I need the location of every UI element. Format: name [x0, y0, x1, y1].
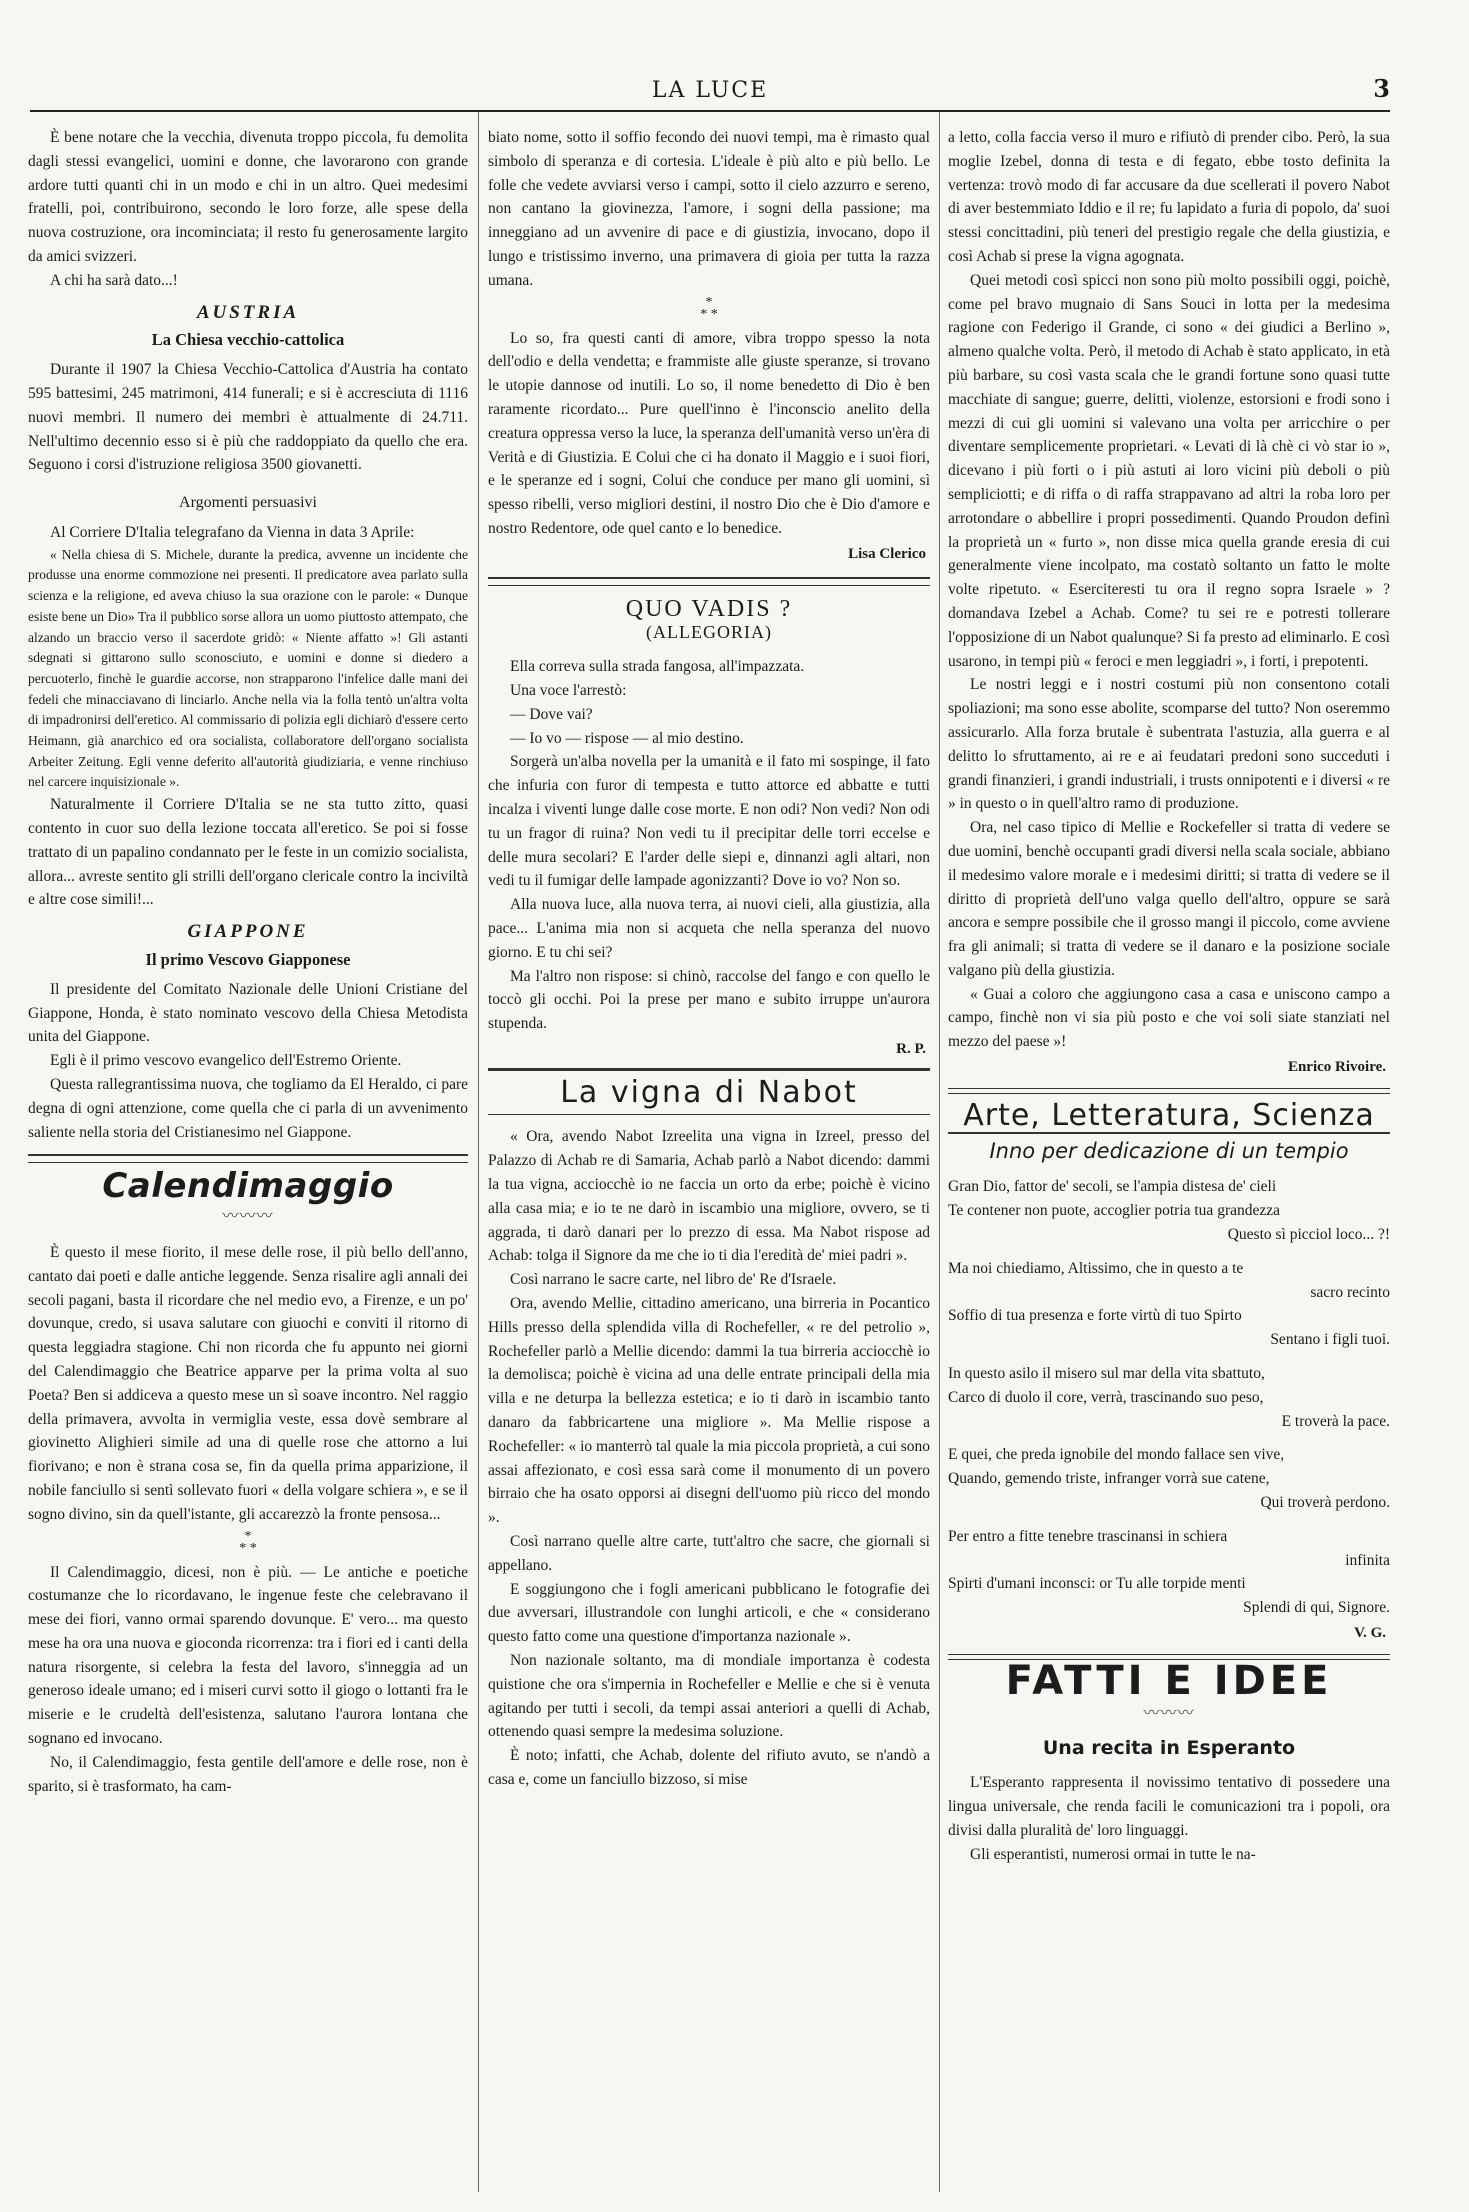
article-title-vigna: La vigna di Nabot [488, 1068, 930, 1116]
dialogue-line: Ella correva sulla strada fangosa, all'impazzata. [510, 658, 805, 676]
author-signature: Enrico Rivoire. [1287, 1059, 1386, 1076]
article-title-calendimaggio: Calendimaggio [102, 1166, 394, 1207]
quoted-report: « Nella chiesa di S. Michele, durante la predica, avvenne un incidente che produsse una enorme commozione nei presenti. Il predicatore avea parlato sulla scienza e la religione, ed aveva chiuso la sua orazione con le parole: « Dunque esiste bene un Dio» Tra il pubblico sorse allora un uomo piuttosto attempato, che alzando un braccio verso il sacerdote gridò: « Niente affatto »! Gli astanti sdegnati si gittarono sullo sconosciuto, e uomini e donne si diedero a percuoterlo, finchè le guardie accorse, non strapparono l'infelice dalle mani dei fedeli che minacciavano di linciarlo. Anche nella via la folla tentò un'altra volta di impadronirsi dell'eretico. Al commissario di polizia egli dichiarò d'essere certo Heimann, già anarchico ed ora socialista, collaboratore dell'organo socialista Arbeiter Zeitung. Egli venne deferito all'autorità giudiziaria, e venne rinchiuso nel carcere inquisizionale ». [28, 546, 468, 790]
verse-line: Gran Dio, fattor de' secoli, se l'ampia distesa de' cieli [948, 1178, 1277, 1196]
paragraph: Così narrano le sacre carte, nel libro de' Re d'Israele. [510, 1271, 837, 1289]
verse-line: Ma noi chiediamo, Altissimo, che in questo a te [948, 1259, 1244, 1277]
paragraph: È bene notare che la vecchia, divenuta troppo piccola, fu demolita dagli stessi evangelici, uomini e donne, che lavorarono con grande ardore tutti quanti chi in un modo e chi in un altro. Quei medesimi fratelli, poi, contribuirono, secondo le loro forze, alle spese della nuova costruzione, ora incominciata; il resto fu generosamente largito da amici svizzeri. [28, 129, 468, 265]
paragraph: Durante il 1907 la Chiesa Vecchio-Cattolica d'Austria ha contato 595 battesimi, 245 matrimoni, 414 funerali; e si è accresciuta di 1116 nuovi membri. Il numero dei membri è attualmente di 24.711. Nell'ultimo decennio esso si è più che raddoppiato da quello che era. Seguono i corsi d'istruzione religiosa 3500 giovanetti. [28, 361, 468, 474]
column-3 [948, 126, 1390, 2186]
ornament: 〰〰〰 [1143, 1704, 1195, 1722]
verse-line: sacro recinto [1310, 1283, 1390, 1301]
author-signature: V. G. [1354, 1625, 1386, 1642]
section-heading-giappone: GIAPPONE [187, 921, 309, 943]
paragraph: a letto, colla faccia verso il muro e rifiutò di prender cibo. Però, la sua moglie Izebel, donna di testa e di fegato, ebbe tosto definita la vertenza: trovò modo di far accusare da due scellerati il povero Nabot di aver bestemmiato Iddio e il re; fu lapidato a furia di popolo, da' suoi stessi concittadini, più teneri del prestigio regale che della giustizia, e così Achab si prese la vigna agognata. [948, 129, 1390, 265]
paragraph: Le nostri leggi e i nostri costumi più non consentono cotali spoliazioni; ma sono esse abolite, scomparse del tutto? Non oseremmo assicurarlo. Alla forza brutale è subentrata l'astuzia, alla guerra e al delitto lo sfruttamento, ai re e ai feudatari predoni sono succeduti i grandi finanzieri, i grandi industriali, i trusts onnipotenti e i diversi « re » in questo o in quell'altro ramo di produzione. [948, 676, 1390, 813]
newspaper-title: LA LUCE [651, 78, 769, 103]
paragraph: Il Calendimaggio, dicesi, non è più. — Le antiche e poetiche costumanze che lo ricordavano, le ingenue feste che celebravano il mese dei fiori, vanno ormai sparendo dovunque. E' vero... ma questo mese ha ora una nuova e gioconda ricorrenza: tra i fiori ed i canti della natura risorgente, si celebra la festa del lavoro, s'inneggia ad un generoso ideale umano; ed i miseri curvi sotto il giogo o lottanti fra le miserie e le crudeltà dell'esistenza, salutano l'aurora lontana che sognano ed invocano. [28, 1563, 468, 1748]
stanza-break [948, 1515, 1390, 1525]
stanza-break [948, 1433, 1390, 1443]
paragraph: Questa rallegrantissima nuova, che togliamo da El Heraldo, ci pare degna di ogni attenzione, come quella che ci parla di un avvenimento saliente nella storia del Cristianesimo nel Giappone. [28, 1075, 468, 1141]
article-title: La Chiesa vecchio-cattolica [151, 330, 345, 350]
article-subtitle: (ALLEGORIA) [646, 622, 772, 643]
author-signature: Lisa Clerico [848, 545, 926, 562]
verse-line: Sentano i figli tuoi. [1270, 1331, 1390, 1349]
paragraph: « Guai a coloro che aggiungono casa a casa e uniscono campo a campo, finchè non vi sia più posto e che voi soli siate stanziati nel mezzo del paese »! [948, 985, 1390, 1051]
verse-line: In questo asilo il misero sul mar della vita sbattuto, [948, 1365, 1265, 1383]
section-heading-fatti: FATTI E IDEE [1005, 1657, 1333, 1704]
paragraph: biato nome, sotto il soffio fecondo dei nuovi tempi, ma è rimasto qual simbolo di speranza e di cortesia. L'ideale è più alto e più bello. Le folle che vedete avviarsi verso i campi, sotto il cielo azzurro e sereno, non cantano la giovinezza, l'amore, i sogni della passione; ma inneggiano ad un avvenire di pace e di giustizia, invocano, dopo il lungo e tristissimo inverno, una primavera di gioia per tutta la razza umana. [488, 129, 930, 289]
section-divider [28, 1154, 468, 1163]
paragraph: Al Corriere D'Italia telegrafano da Vienna in data 3 Aprile: [50, 523, 415, 541]
paragraph: È noto; infatti, che Achab, dolente del rifiuto avuto, se n'andò a casa e, come un fanciullo bizzoso, si mise [488, 1747, 930, 1788]
ornament: 〰〰〰 [222, 1208, 274, 1226]
column-rule [939, 112, 940, 2192]
column-1 [28, 126, 468, 2186]
paragraph: Sorgerà un'alba novella per la umanità e il fato mi sospinge, il fato che infuria con furor di tempesta e tutto attorce ed abbatte e tutti incalza i viventi lunge dalle cose morte. E non odi? Non vedi? Non odi tu un fragor di ruina? Non vedi tu il precipitar delle torri eccelse e delle mura secolari? E l'arder delle siepi e, dinnanzi agli altari, non vedi tu il fumigar delle lampade agonizzanti? Dove io vo? Non so. [488, 753, 930, 890]
dialogue-line: — Io vo — rispose — al mio destino. [510, 729, 744, 747]
paragraph: Così narrano quelle altre carte, tutt'altro che sacre, che giornali si appellano. [488, 1533, 930, 1574]
column-rule [478, 112, 479, 2192]
verse-line: Per entro a fitte tenebre trascinansi in schiera [948, 1527, 1228, 1545]
article-title-inno: Inno per dedicazione di un tempio [989, 1138, 1349, 1163]
article-subtitle: Argomenti persuasivi [179, 494, 317, 512]
paragraph: Alla nuova luce, alla nuova terra, ai nuovi cieli, alla giustizia, alla pace... L'anima mia non si acqueta che nella speranza del nuovo giorno. E tu chi sei? [488, 896, 930, 961]
article-title-recita: Una recita in Esperanto [1042, 1737, 1296, 1760]
dialogue-line: Una voce l'arrestò: [510, 681, 627, 699]
paragraph: A chi ha sarà dato...! [50, 271, 178, 289]
article-title-quo-vadis: QUO VADIS ? [625, 595, 793, 622]
stanza-break [948, 1352, 1390, 1362]
ornament: * * * [239, 1528, 257, 1556]
verse-line: Qui troverà perdono. [1260, 1494, 1390, 1512]
verse-line: Soffio di tua presenza e forte virtù di tuo Spirto [948, 1307, 1242, 1325]
paragraph: No, il Calendimaggio, festa gentile dell'amore e delle rose, non è sparito, si è trasformato, ha cam- [28, 1753, 468, 1795]
paragraph: Ma l'altro non rispose: si chinò, raccolse del fango e con quello le toccò gli occhi. Poi la prese per mano e subito irruppe un'aurora stupenda. [488, 967, 930, 1033]
paragraph: Egli è il primo vescovo evangelico dell'Estremo Oriente. [50, 1052, 402, 1070]
article-title: Il primo Vescovo Giapponese [145, 949, 351, 969]
section-heading-austria: AUSTRIA [196, 301, 300, 323]
paragraph: Quei metodi così spicci non sono più molto possibili oggi, poichè, come pel bravo mugnaio di Sans Souci in lotta per la medesima ragione con Federigo il Grande, ci sono « dei giudici a Berlino », almeno qualche volta. Però, il metodo di Achab è stato applicato, in età più barbare, su così vasta scala che le grandi fortune sono quasi tutte macchiate di sangue; guerre, delitti, violenze, estorsioni e frodi sono i mezzi di cui gli uomini si valevano una volta per arricchire o per diventare semplicemente proprietari. « Levati di là chè ci vò star io », dicevano i più forti o i più astuti ai loro vicini più deboli o più sempliciotti; e di riffa o di raffa strappavano ad altri la roba loro per arrotondare o abbellire i propri possedimenti. Quando Proudon definì la proprietà un « furto », non disse mica quella grande eresia di cui generalmente viene incolpato, ma costatò soltanto un fatto le molte volte ripetuto. « Eserciteresti tu ora il regno sopra Israele » ? domandava Izebel a Achab. Come? tu sei re e potresti tollerare l'opposizione di un Nabot qualunque? Si fa presto ad eliminarlo. E così usarono, in tempi più « feroci e men leggiadri », i forti, i prepotenti. [948, 271, 1390, 670]
paragraph: Naturalmente il Corriere D'Italia se ne sta tutto zitto, quasi contento in cuor suo della lezione toccata all'eretico. Se poi si fosse trattato di un papalino condannato per le feste in un comizio socialista, allora... avreste sentito gli strilli dell'organo clericale contro la inciviltà e altre cose simili!... [28, 796, 468, 909]
verse-line: E quei, che preda ignobile del mondo fallace sen vive, [948, 1446, 1285, 1464]
verse-line: infinita [1345, 1551, 1390, 1569]
section-divider [948, 1088, 1390, 1094]
paragraph: Non nazionale soltanto, ma di mondiale importanza è codesta quistione che ora s'impernia in Rochefeller e Mellie e che si è venuta agitando per tutti i secoli, da tempi assai anteriori a quelli di Achab, ottenendo quasi sempre la medesima soluzione. [488, 1652, 930, 1741]
verse-line: Questo sì picciol loco... ?! [1227, 1226, 1390, 1244]
masthead [30, 70, 1390, 112]
verse-line: Te contener non puote, accoglier potria tua grandezza [948, 1202, 1281, 1220]
ornament: * * * [700, 294, 718, 322]
paragraph: « Ora, avendo Nabot Izreelita una vigna in Izreel, presso del Palazzo di Achab re di Samaria, Achab parlò a Nabot dicendo: dammi la tua vigna, acciocchè io ne faccia un orto da erbe; poichè è vicino alla casa mia; e io te ne darò in iscambio una migliore, ovvero, se ti aggrada, ti darò danari per lo prezzo di essa. Ma Nabot rispose ad Achab: tolga il Signore da me che io ti dia l'eredità de' miei padri ». [488, 1128, 930, 1265]
verse-line: Splendi di qui, Signore. [1243, 1599, 1390, 1617]
paragraph: Lo so, fra questi canti di amore, vibra troppo spesso la nota dell'odio e della vendetta; e frammiste alle giuste speranze, si trovano le utopie dannose od inutili. Lo so, il nome benedetto di Dio è ben raramente ricordato... Pure quell'inno è l'inconscio anelito della creatura oppressa verso la luce, la speranza dell'umanità verso un'èra di Verità e di Giustizia. E Colui che ci ha donato il Maggio e i suoi fiori, e le speranze ed i sogni, Colui che conduce per mano gli uomini, sì spesso ribelli, verso migliori destini, il nostro Dio che è Dio d'amore e nostro Redentore, ode quel canto e lo benedice. [488, 329, 930, 537]
verse-line: Spirti d'umani inconsci: or Tu alle torpide menti [948, 1575, 1246, 1593]
paragraph: Gli esperantisti, numerosi ormai in tutte le na- [970, 1845, 1256, 1863]
paragraph: È questo il mese fiorito, il mese delle rose, il più bello dell'anno, cantato dai poeti e dalle antiche leggende. Senza risalire agli annali dei secoli pagani, basta il ricordare che nel medio evo, a Firenze, e un po' dovunque, credo, si usava salutare con giuochi e conviti il ritorno di questa leggiadra stagione. Chi non ricorda che fu appunto nei giorni del Calendimaggio che Beatrice apparve per la prima volta al suo Poeta? Ben si addiceva a questo mese un sì soave incontro. Nel raggio della primavera, avvolta in vermiglia veste, essa dovè sembrare al giovinetto Alighieri simile ad una di quelle rose che attorno a lui fiorivano; e non è strana cosa se, fin da quella prima apparizione, il nobile fanciullo si sentì sollevato fuori « della volgare schiera », e se il sogno divino, sin da quell'istante, gli accarezzò la fronte pensosa... [28, 1243, 468, 1523]
dialogue-line: — Dove vai? [510, 705, 593, 723]
paragraph: E soggiungono che i fogli americani pubblicano le fotografie dei due avversari, illustrandole con lunghi articoli, e che « considerano questo fatto come una questione d'importanza nazionale ». [488, 1580, 930, 1646]
section-heading-arte: Arte, Letteratura, Scienza [948, 1104, 1390, 1134]
verse-line: Quando, gemendo triste, infranger vorrà sue catene, [948, 1470, 1270, 1488]
paragraph: Il presidente del Comitato Nazionale delle Unioni Cristiane del Giappone, Honda, è stato nominato vescovo della Chiesa Metodista unita del Giappone. [28, 980, 468, 1046]
paragraph: Ora, nel caso tipico di Mellie e Rockefeller si tratta di vedere se due uomini, benchè occupanti gradi diversi nella scala sociale, abbiano il medesimo valore morale e i medesimi diritti; si tratta di vedere se il diritto di proprietà dell'uno valga quello dell'altro, oppure se sarà ancora e sempre possibile che il grosso mangi il piccolo, come avviene fra gli animali; si tratta di vedere se il danaro e la posizione sociale valgano più della giustizia. [948, 819, 1390, 979]
stanza-break [948, 1247, 1390, 1257]
verse-line: E troverà la pace. [1281, 1412, 1390, 1430]
section-divider [488, 577, 930, 586]
paragraph: Ora, avendo Mellie, cittadino americano, una birreria in Pocantico Hills presso della splendida villa di Rochefeller, « re del petrolio », Rochefeller parlò a Mellie dicendo: dammi la tua birreria acciocchè io la demolisca; poichè è vicina ad una delle entrate principali della mia villa e ne deturpa la bellezza estetica; e io ti darò in iscambio tanto danaro da fabbricartene una migliore ». Ma Mellie rispose a Rochefeller: « io manterrò tal quale la mia piccola proprietà, a cui sono assai affezionato, e così essa sarà come il monumento di un povero birraio che ha osato opporsi ai disegni dell'uomo più ricco del mondo ». [488, 1295, 930, 1527]
column-2 [488, 126, 930, 2186]
page-number: 3 [1373, 74, 1390, 103]
paragraph: L'Esperanto rappresenta il novissimo tentativo di possedere una lingua universale, che renda facili le comunicazioni tra i popoli, ora divisi dalla pluralità de' loro linguaggi. [948, 1774, 1390, 1839]
author-signature: R. P. [896, 1040, 926, 1057]
verse-line: Carco di duolo il core, verrà, trascinando suo peso, [948, 1388, 1264, 1406]
